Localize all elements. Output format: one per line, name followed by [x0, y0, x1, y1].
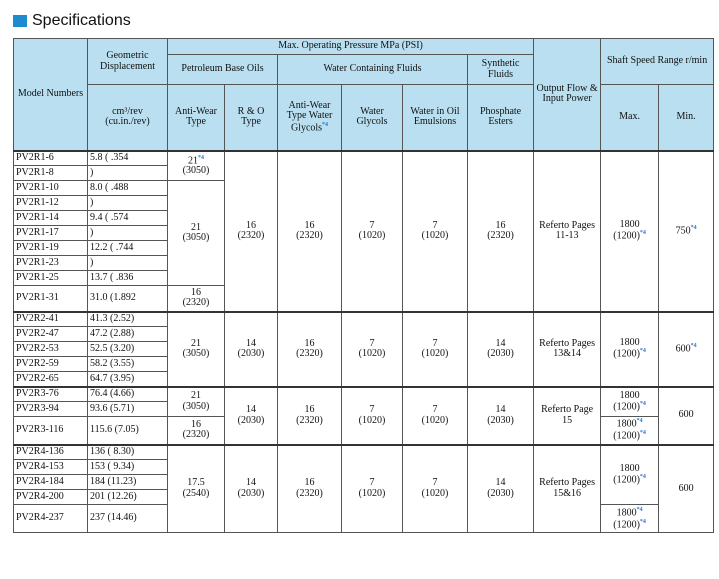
model-cell: PV2R2-47 [14, 327, 88, 342]
heading-title: Specifications [32, 12, 131, 29]
phosphate-cell [468, 151, 534, 312]
output-cell: Referto Pages 11-13 [534, 151, 601, 312]
displacement-cell: 115.6 (7.05) [88, 417, 168, 445]
value-paren: (1200) [613, 401, 640, 413]
value: 16 [304, 337, 315, 349]
value: 16 [191, 418, 201, 430]
note-mark-icon: *4 [639, 230, 646, 237]
header-petroleum: Petroleum Base Oils [168, 55, 278, 85]
phosphate-cell [468, 387, 534, 445]
value-psi: (3050) [182, 232, 210, 243]
value: 1800 [619, 389, 640, 401]
anti-wear-water-cell [278, 387, 342, 445]
value: 14 [495, 337, 506, 349]
note-mark-icon: *4 [639, 348, 646, 355]
value: 600 [675, 343, 691, 355]
anti-wear-cell [168, 286, 225, 312]
model-cell: PV2R1-10 [14, 181, 88, 196]
model-cell: PV2R2-41 [14, 312, 88, 327]
header-min: Min. [659, 85, 714, 151]
displacement-cell: 8.0 ( .488 [88, 181, 168, 196]
value-psi: (1020) [421, 487, 449, 499]
note-mark-icon: *4 [322, 121, 329, 128]
anti-wear-water-cell [278, 312, 342, 387]
value: 14 [495, 404, 506, 415]
value-psi: (2030) [487, 348, 514, 359]
section-heading [13, 10, 131, 32]
specifications-table [13, 38, 714, 533]
value-paren: (1200) [613, 474, 640, 486]
value-psi: (2320) [487, 230, 514, 241]
value: 21 [191, 337, 201, 349]
note-mark-icon: *4 [690, 225, 697, 232]
note-mark-icon: *4 [198, 154, 204, 161]
max-speed-cell [601, 417, 659, 445]
value-psi: (2320) [182, 297, 210, 309]
water-glycols-cell [342, 387, 403, 445]
value-psi: (2320) [296, 487, 323, 499]
value: 16 [495, 219, 506, 231]
displacement-cell: 184 (11.23) [88, 475, 168, 490]
max-speed-cell [601, 445, 659, 505]
value-psi: (2320) [296, 348, 323, 359]
table-row [14, 445, 714, 460]
value-psi: (1020) [421, 348, 449, 359]
water-glycols-cell [342, 312, 403, 387]
value-psi: (2320) [182, 429, 210, 441]
model-cell: PV2R1-25 [14, 271, 88, 286]
model-cell: PV2R1-19 [14, 241, 88, 256]
value: 7 [432, 337, 438, 349]
value-psi: (1020) [358, 487, 386, 499]
anti-wear-water-cell [278, 151, 342, 312]
value-psi: (1020) [421, 414, 449, 426]
note-mark-icon: *4 [636, 506, 643, 513]
displacement-cell: 93.6 (5.71) [88, 402, 168, 417]
note-mark-icon: *4 [639, 430, 646, 437]
header-phosphate: Phosphate Esters [468, 85, 534, 151]
value: 14 [495, 477, 506, 489]
displacement-cell: ) [88, 166, 168, 181]
value-psi: (1020) [358, 414, 386, 426]
water-glycols-cell [342, 151, 403, 312]
table-row [14, 151, 714, 166]
value-psi: (2320) [237, 230, 265, 241]
header-anti-wear: Anti-Wear Type [168, 85, 225, 151]
displacement-cell: 76.4 (4.66) [88, 387, 168, 402]
note-mark-icon: *4 [639, 401, 646, 408]
model-cell: PV2R2-59 [14, 357, 88, 372]
model-cell: PV2R3-94 [14, 402, 88, 417]
model-cell: PV2R3-116 [14, 417, 88, 445]
header-max-pressure: Max. Operating Pressure MPa (PSI) [168, 39, 534, 55]
water-in-oil-cell [403, 312, 468, 387]
value: 16 [246, 219, 256, 231]
value: 7 [432, 219, 438, 231]
value-psi: (1020) [358, 230, 386, 241]
value-psi: (2320) [296, 414, 323, 426]
value-psi: (2030) [237, 348, 265, 359]
displacement-cell: 153 ( 9.34) [88, 460, 168, 475]
output-cell: Referto Page 15 [534, 387, 601, 445]
header-synthetic: Synthetic Fluids [468, 55, 534, 85]
header-output: Output Flow & Input Power [534, 39, 601, 151]
header-geometric-displacement: Geometric Displacement [88, 39, 168, 85]
value: 17.5 [187, 477, 205, 489]
value-psi: (1020) [358, 348, 386, 359]
min-speed-cell: 600 [659, 387, 714, 445]
value: 16 [304, 219, 315, 231]
displacement-cell: 237 (14.46) [88, 505, 168, 533]
output-cell: Referto Pages 15&16 [534, 445, 601, 533]
header-displacement-unit: cm³/rev (cu.in./rev) [88, 85, 168, 151]
water-glycols-cell [342, 445, 403, 533]
displacement-cell: 9.4 ( .574 [88, 211, 168, 226]
displacement-cell: ) [88, 226, 168, 241]
displacement-cell: 5.8 ( .354 [88, 151, 168, 166]
value-psi: (2030) [487, 414, 514, 426]
value: 1800 [619, 462, 640, 474]
header-water-glycols: Water Glycols [342, 85, 403, 151]
displacement-cell: 47.2 (2.88) [88, 327, 168, 342]
model-cell: PV2R1-14 [14, 211, 88, 226]
max-speed-cell [601, 387, 659, 417]
displacement-cell: ) [88, 256, 168, 271]
model-cell: PV2R4-237 [14, 505, 88, 533]
anti-wear-cell [168, 312, 225, 387]
model-cell: PV2R1-6 [14, 151, 88, 166]
displacement-cell: 58.2 (3.55) [88, 357, 168, 372]
value: 21 [191, 390, 201, 402]
header-model-numbers: Model Numbers [14, 39, 88, 151]
value: 16 [191, 286, 201, 298]
water-in-oil-cell [403, 445, 468, 533]
value-paren: (1200) [613, 518, 640, 530]
header-water-fluids: Water Containing Fluids [278, 55, 468, 85]
anti-wear-cell [168, 417, 225, 445]
note-mark-icon: *4 [636, 418, 643, 425]
note-mark-icon: *4 [639, 474, 646, 481]
value: 14 [246, 404, 256, 415]
water-in-oil-cell [403, 151, 468, 312]
displacement-cell: ) [88, 196, 168, 211]
r-and-o-cell [225, 151, 278, 312]
value: 14 [246, 337, 256, 349]
min-speed-cell [659, 151, 714, 312]
displacement-cell: 64.7 (3.95) [88, 372, 168, 387]
value-psi: (3050) [182, 400, 210, 412]
model-cell: PV2R3-76 [14, 387, 88, 402]
value: 14 [246, 477, 256, 489]
r-and-o-cell [225, 312, 278, 387]
displacement-cell: 12.2 ( .744 [88, 241, 168, 256]
header-max: Max. [601, 85, 659, 151]
displacement-cell: 52.5 (3.20) [88, 342, 168, 357]
value-paren: (1200) [613, 430, 640, 442]
output-cell: Referto Pages 13&14 [534, 312, 601, 387]
header-shaft-speed: Shaft Speed Range r/min [601, 39, 714, 85]
model-cell: PV2R4-153 [14, 460, 88, 475]
min-speed-cell [659, 312, 714, 387]
value-psi: (3050) [182, 165, 210, 177]
value-psi: (1020) [421, 230, 449, 241]
value-psi: (3050) [182, 348, 210, 359]
model-cell: PV2R1-23 [14, 256, 88, 271]
displacement-cell: 41.3 (2.52) [88, 312, 168, 327]
max-speed-cell [601, 505, 659, 533]
value-psi: (2030) [237, 414, 265, 426]
model-cell: PV2R4-184 [14, 475, 88, 490]
min-speed-cell: 600 [659, 445, 714, 533]
header-anti-wear-water-glycols [278, 85, 342, 151]
max-speed-cell [601, 151, 659, 312]
model-cell: PV2R4-136 [14, 445, 88, 460]
value: 1800 [616, 507, 637, 518]
model-cell: PV2R1-12 [14, 196, 88, 211]
value: 21 [191, 221, 201, 233]
table-row [14, 387, 714, 402]
value: 1800 [616, 418, 637, 430]
note-mark-icon: *4 [690, 343, 697, 350]
model-cell: PV2R2-53 [14, 342, 88, 357]
anti-wear-cell [168, 181, 225, 286]
value-psi: (2030) [237, 487, 265, 499]
r-and-o-cell [225, 445, 278, 533]
displacement-cell: 13.7 ( .836 [88, 271, 168, 286]
phosphate-cell [468, 445, 534, 533]
water-in-oil-cell [403, 387, 468, 445]
displacement-cell: 136 ( 8.30) [88, 445, 168, 460]
header-water-in-oil: Water in Oil Emulsions [403, 85, 468, 151]
note-mark-icon: *4 [639, 518, 646, 525]
value: 7 [369, 219, 375, 231]
anti-wear-cell [168, 387, 225, 417]
model-cell: PV2R1-8 [14, 166, 88, 181]
value-psi: (2540) [182, 487, 210, 499]
heading-square-icon [13, 15, 27, 27]
header-anti-wear-water-glycols-text: Anti-Wear Type Water Glycols [286, 99, 333, 134]
value: 7 [369, 404, 375, 415]
value: 7 [432, 477, 438, 489]
value: 16 [304, 477, 315, 489]
value: 21 [188, 154, 198, 166]
header-r-and-o: R & O Type [225, 85, 278, 151]
displacement-cell: 31.0 (1.892 [88, 286, 168, 312]
anti-wear-cell [168, 151, 225, 181]
model-cell: PV2R2-65 [14, 372, 88, 387]
anti-wear-water-cell [278, 445, 342, 533]
value-psi: (2320) [296, 230, 323, 241]
max-speed-cell [601, 312, 659, 387]
value-paren: (1200) [613, 348, 640, 360]
value-paren: (1200) [613, 230, 640, 242]
value-psi: (2030) [487, 487, 514, 499]
value: 7 [369, 477, 375, 489]
model-cell: PV2R4-200 [14, 490, 88, 505]
value: 7 [369, 337, 375, 349]
model-cell: PV2R1-31 [14, 286, 88, 312]
value: 16 [304, 404, 315, 415]
table-row [14, 312, 714, 327]
displacement-cell: 201 (12.26) [88, 490, 168, 505]
r-and-o-cell [225, 387, 278, 445]
value: 7 [432, 404, 438, 415]
model-cell: PV2R1-17 [14, 226, 88, 241]
value: 1800 [619, 218, 640, 230]
anti-wear-cell [168, 445, 225, 533]
value: 1800 [619, 336, 640, 348]
value: 750 [675, 225, 691, 237]
phosphate-cell [468, 312, 534, 387]
